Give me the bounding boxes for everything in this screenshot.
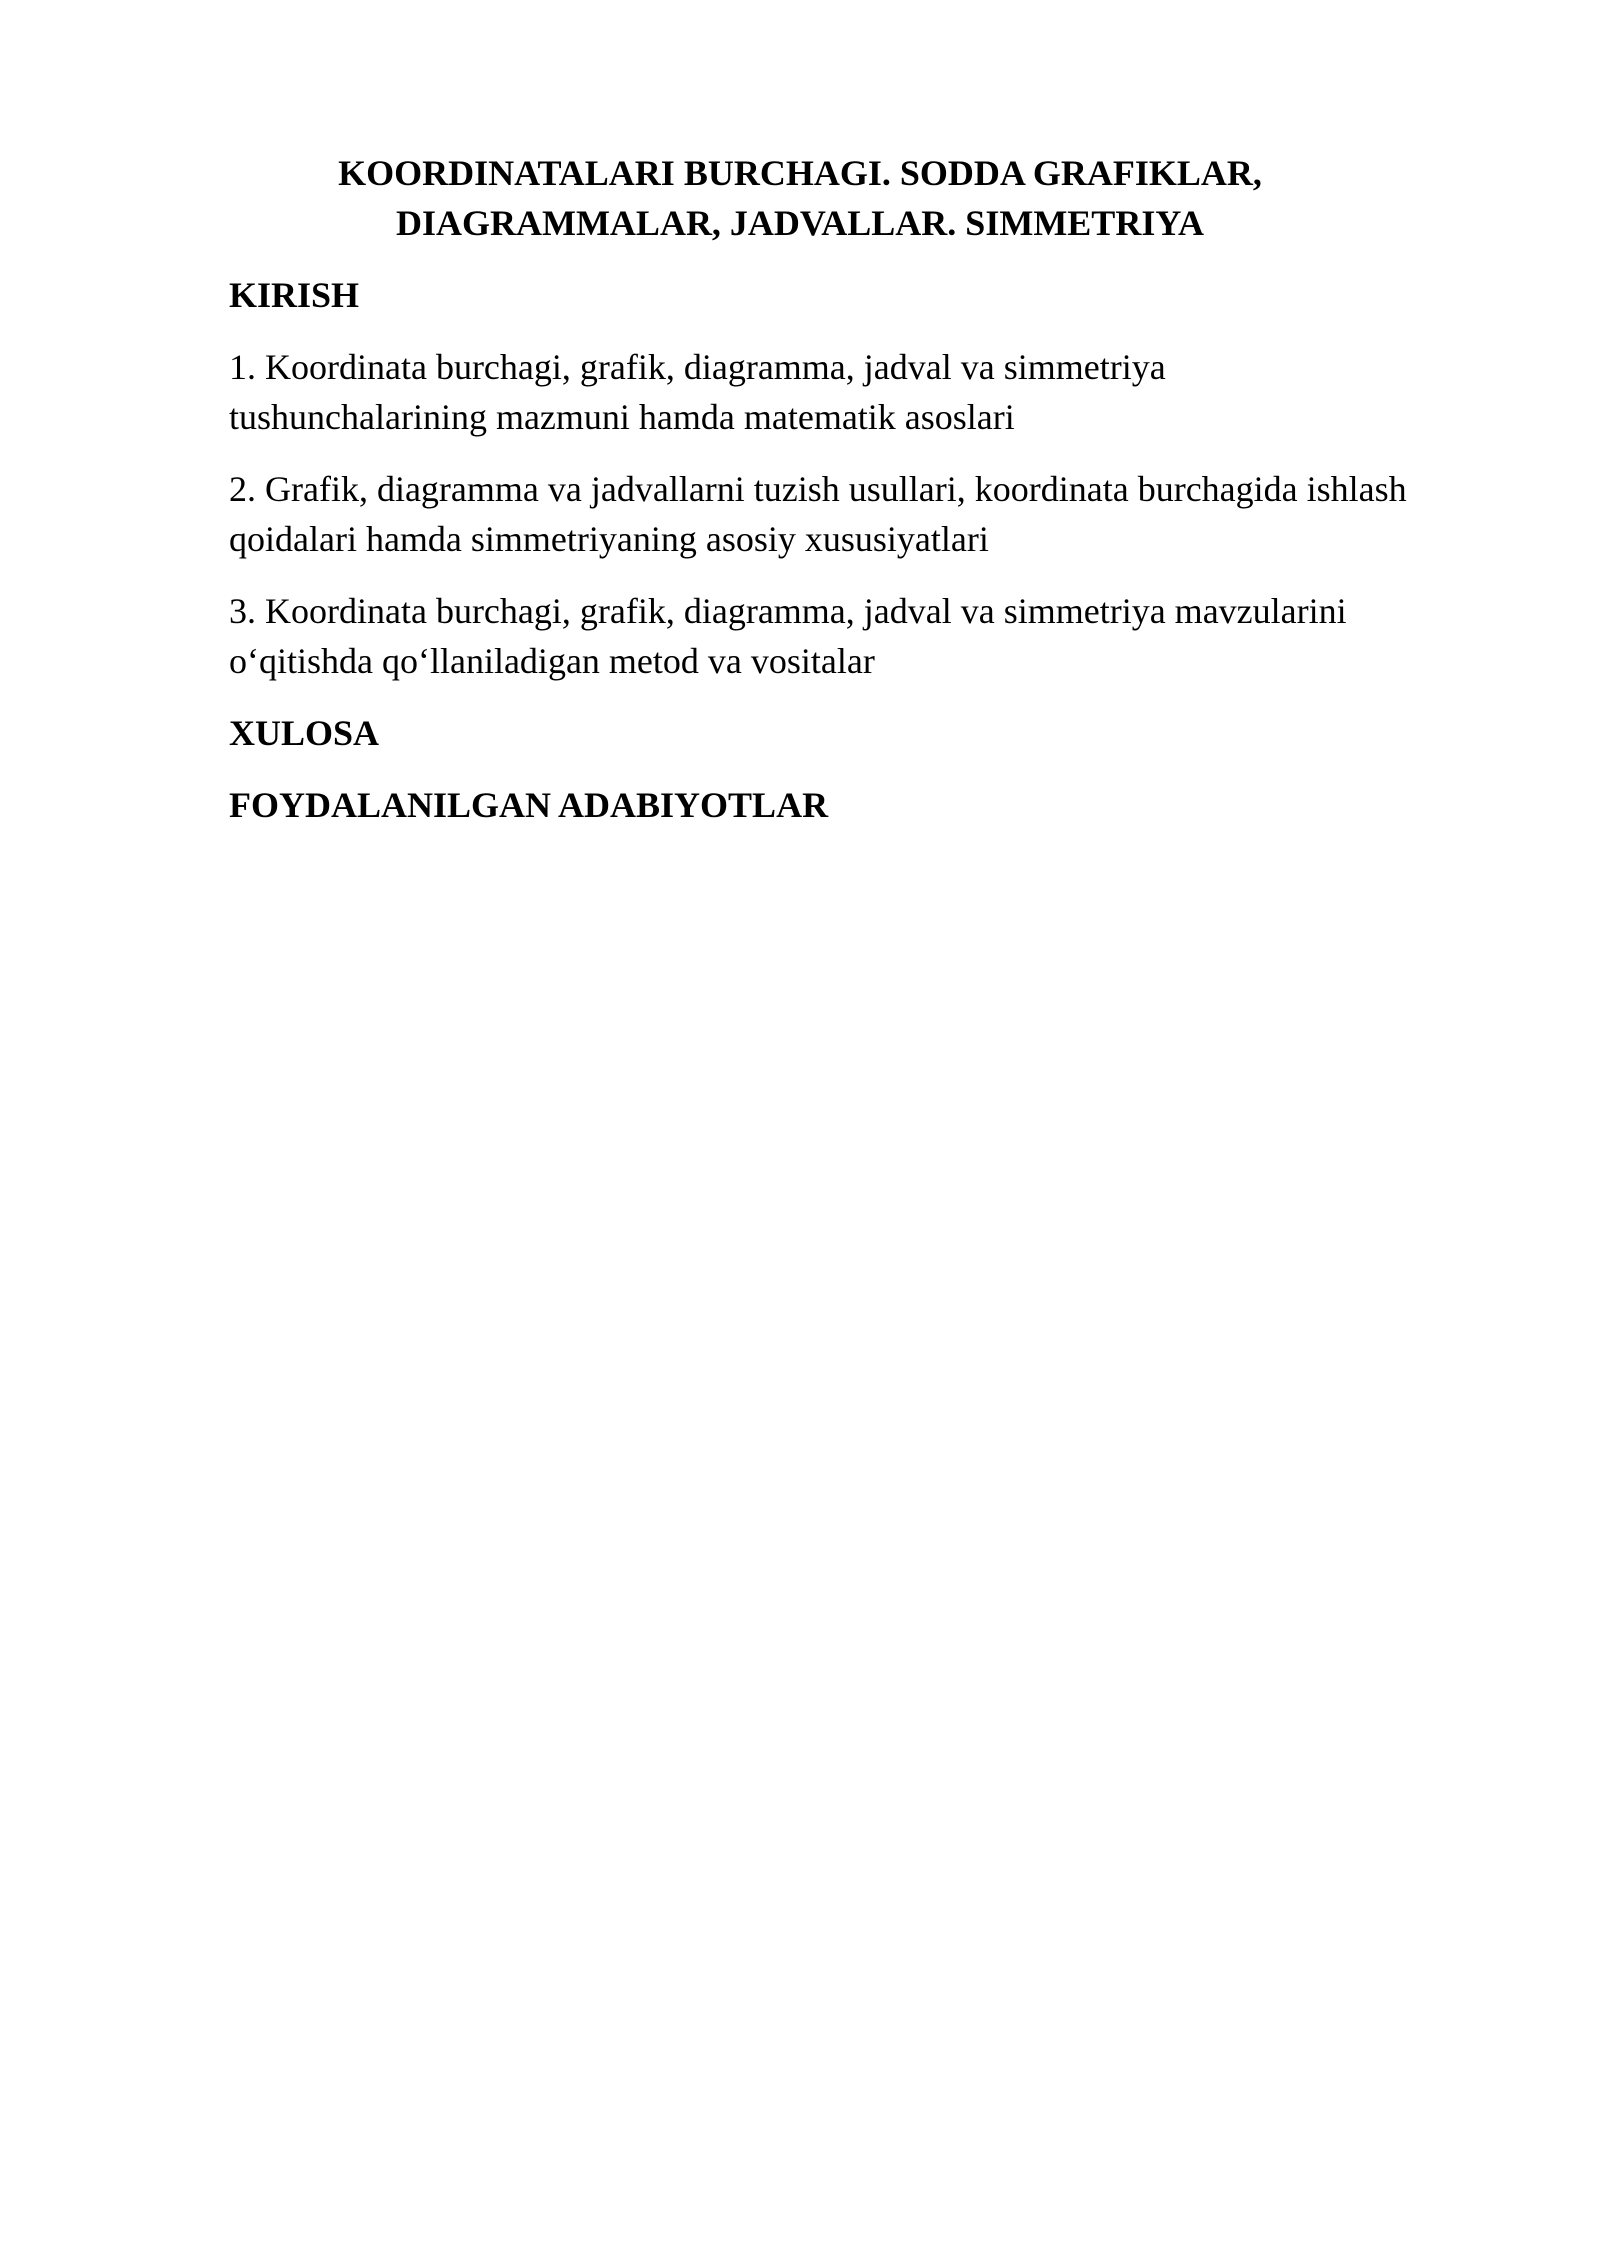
section-2-line-1: 2. Grafik, diagramma va jadvallarni tuzish usullari, koordinata burchagida ishlash	[229, 469, 1407, 509]
section-1-line-2: tushunchalarining mazmuni hamda matematik asoslari	[229, 397, 1015, 437]
section-2-line-2: qoidalari hamda simmetriyaning asosiy xususiyatlari	[229, 519, 989, 559]
section-3-line-2: o‘qitishda qo‘llaniladigan metod va vositalar	[229, 641, 875, 681]
conclusion-heading: XULOSA	[229, 713, 380, 753]
table-of-contents	[229, 148, 1469, 830]
section-item-3	[229, 586, 1469, 686]
document-title	[169, 148, 1431, 248]
references-heading: FOYDALANILGAN ADABIYOTLAR	[229, 785, 829, 825]
section-item-2	[229, 464, 1469, 564]
section-item-1	[229, 342, 1469, 442]
intro-heading: KIRISH	[229, 275, 360, 315]
section-3-line-1: 3. Koordinata burchagi, grafik, diagramma, jadval va simmetriya mavzularini	[229, 591, 1347, 631]
section-1-line-1: 1. Koordinata burchagi, grafik, diagramma, jadval va simmetriya	[229, 347, 1166, 387]
title-line-1: KOORDINATALARI BURCHAGI. SODDA GRAFIKLAR,	[338, 153, 1262, 193]
title-line-2: DIAGRAMMALAR, JADVALLAR. SIMMETRIYA	[395, 203, 1205, 243]
